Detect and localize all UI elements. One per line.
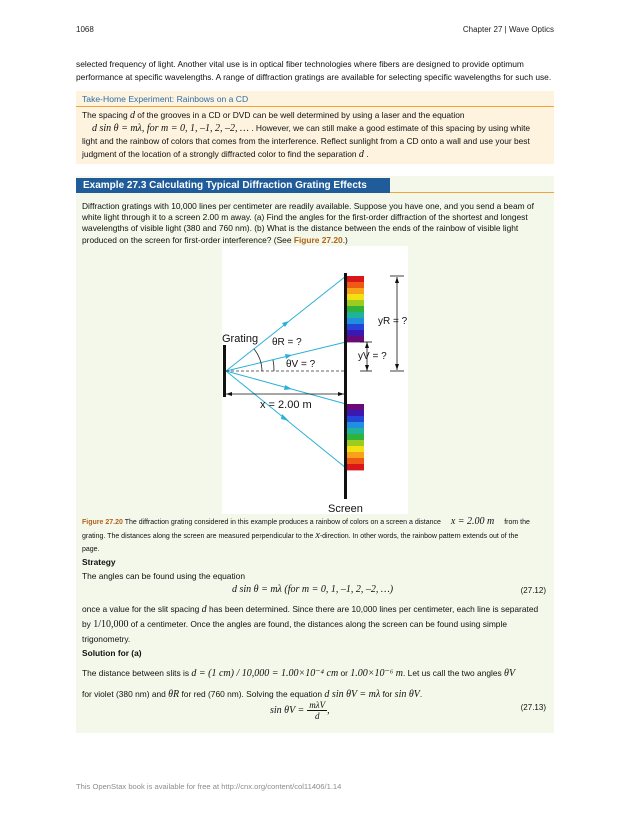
math-var: d	[358, 149, 364, 160]
text: or	[340, 668, 348, 678]
text: The distance between slits is	[82, 668, 190, 678]
screen-label: Screen	[328, 503, 363, 514]
spectrum-band	[347, 306, 364, 312]
example-problem	[82, 201, 552, 246]
grating	[223, 345, 226, 397]
math-var: d	[129, 110, 135, 121]
solution-paragraph	[82, 663, 552, 705]
text: from the	[504, 519, 530, 526]
text: for violet (380 nm) and	[82, 689, 166, 699]
text: grating. The distances along the screen are measured perpendicular to the	[82, 533, 314, 540]
problem-line	[82, 235, 552, 246]
example-rule	[390, 192, 554, 193]
intro-line: selected frequency of light. Another vital use is in optical fiber technologies where fibers are designed to provide optimum	[76, 59, 524, 69]
strategy-heading: Strategy	[82, 557, 116, 567]
intro-line: performance at specific wavelengths. A range of diffraction gratings are available for selecting specific wavelengths for such use.	[76, 71, 552, 82]
yv-label: yV = ?	[358, 351, 387, 362]
text: for	[382, 689, 393, 699]
page-header-left: 1068	[76, 25, 94, 34]
spectrum-band	[347, 294, 364, 300]
spectrum-band	[347, 416, 364, 422]
spectrum-band	[347, 458, 364, 464]
spectrum-band	[347, 440, 364, 446]
spectrum-band	[347, 318, 364, 324]
spectrum-band	[347, 422, 364, 428]
spectrum-band	[347, 330, 364, 336]
spectrum-lower	[347, 404, 364, 470]
intro-paragraph	[76, 58, 556, 83]
equation-number: (27.13)	[520, 703, 546, 712]
caption-line	[82, 529, 548, 543]
solution-heading: Solution for (a)	[82, 648, 142, 658]
text: once a value for the slit spacing	[82, 604, 200, 614]
take-home-box	[76, 91, 554, 164]
equation: d sin θV = mλ	[324, 689, 381, 700]
spectrum-band	[347, 464, 364, 470]
text: judgment of the location of a strongly diffracted color to find the separation	[82, 149, 357, 159]
text: of a centimeter. Once the angles are found, the distances along the screen can be found using simple	[130, 619, 507, 629]
text: produced on the screen for first-order interference? (See	[82, 234, 292, 245]
spectrum-band	[347, 428, 364, 434]
problem-line: white light through it to a screen 2.00 m away. (a) Find the angles for the first-order diffraction of the shortest and longest	[82, 212, 528, 223]
solution-line	[82, 663, 552, 684]
theta-v-label: θV = ?	[286, 359, 316, 370]
equation: 1/10,000	[93, 619, 129, 630]
grating-label: Grating	[222, 333, 259, 345]
text: The diffraction grating considered in this example produces a rainbow of colors on a screen a distance	[124, 519, 441, 526]
spectrum-band	[347, 324, 364, 330]
text: .	[419, 689, 423, 699]
equation-27-12: d sin θ = mλ (for m = 0, 1, –1, 2, –2, …)	[232, 584, 394, 595]
page-footer: This OpenStax book is available for free at http://cnx.org/content/col11406/1.14	[76, 782, 342, 791]
spectrum-band	[347, 404, 364, 410]
strategy-line	[82, 602, 552, 617]
equation: d sin θ = mλ, for m = 0, 1, –1, 2, –2, …	[92, 123, 249, 134]
take-home-line: light and the rainbow of colors that comes from the interference. Reflect sunlight from a CD onto a wall and use your best	[82, 136, 530, 146]
text: by	[82, 619, 91, 629]
text: . Let us call the two angles	[403, 668, 502, 678]
example-title: Example 27.3 Calculating Typical Diffraction Grating Effects	[76, 178, 390, 193]
strategy-line: trigonometry.	[82, 634, 131, 644]
spectrum-band	[347, 288, 364, 294]
take-home-title: Take-Home Experiment: Rainbows on a CD	[82, 94, 249, 104]
yr-label: yR = ?	[378, 316, 408, 327]
spectrum-band	[347, 434, 364, 440]
take-home-line	[82, 148, 550, 161]
equation-number: (27.12)	[520, 586, 546, 595]
figure-27-20	[222, 246, 408, 519]
figure-caption	[82, 515, 548, 556]
equation-27-13	[270, 700, 330, 721]
spectrum-band	[347, 410, 364, 416]
text: The spacing	[82, 110, 128, 120]
text: .)	[342, 234, 348, 245]
theta-r-label: θR = ?	[272, 337, 302, 348]
spectrum-upper	[347, 276, 364, 342]
caption-label: Figure 27.20	[82, 519, 123, 526]
text: has been determined. Since there are 10,000 lines per centimeter, each line is separated	[208, 604, 539, 614]
spectrum-band	[347, 446, 364, 452]
text: ,	[327, 705, 330, 716]
equation: 1.00×10⁻⁶ m	[350, 668, 404, 679]
math-var: θV	[504, 668, 516, 679]
fraction-denominator: d	[314, 711, 320, 721]
take-home-rule	[76, 106, 554, 107]
take-home-line	[82, 109, 550, 122]
caption-line: page.	[82, 546, 100, 553]
fraction-numerator: mλV	[309, 700, 326, 710]
math-var: x	[315, 530, 320, 541]
math-var: d	[201, 604, 207, 615]
text: .	[366, 149, 369, 159]
page-header-right: Chapter 27 | Wave Optics	[462, 25, 554, 34]
strategy-intro: The angles can be found using the equation	[82, 571, 245, 581]
figure-background	[222, 246, 408, 514]
fraction	[307, 700, 327, 721]
text: . However, we can still make a good estimate of this spacing by using white	[251, 123, 531, 133]
screen	[344, 273, 347, 499]
spectrum-band	[347, 282, 364, 288]
caption-line	[82, 515, 548, 529]
spectrum-band	[347, 312, 364, 318]
take-home-body	[82, 109, 550, 161]
take-home-line	[82, 122, 550, 135]
text: of the grooves in a CD or DVD can be well determined by using a laser and the equation	[137, 110, 465, 120]
problem-line: wavelengths of visible light (380 and 760 nm). (b) What is the distance between the ends of the rainbow of visible light	[82, 223, 519, 234]
equation: sin θV	[394, 689, 420, 700]
spectrum-band	[347, 300, 364, 306]
problem-line: Diffraction gratings with 10,000 lines per centimeter are readily available. Suppose you have one, and you send a beam of	[82, 201, 534, 211]
strategy-paragraph	[82, 602, 552, 647]
equation-lhs: sin θV =	[270, 705, 305, 716]
figure-link[interactable]: Figure 27.20	[293, 234, 343, 245]
x-distance-label: x = 2.00 m	[260, 399, 312, 411]
equation: d = (1 cm) / 10,000 = 1.00×10⁻⁴ cm	[191, 668, 339, 679]
spectrum-band	[347, 276, 364, 282]
math-var: θR	[168, 689, 180, 700]
equation: x = 2.00 m	[450, 516, 495, 527]
strategy-line	[82, 617, 552, 632]
text: -direction. In other words, the rainbow pattern extends out of the	[319, 533, 519, 540]
diffraction-diagram	[222, 246, 408, 514]
spectrum-band	[347, 336, 364, 342]
spectrum-band	[347, 452, 364, 458]
text: for red (760 nm). Solving the equation	[181, 689, 323, 699]
